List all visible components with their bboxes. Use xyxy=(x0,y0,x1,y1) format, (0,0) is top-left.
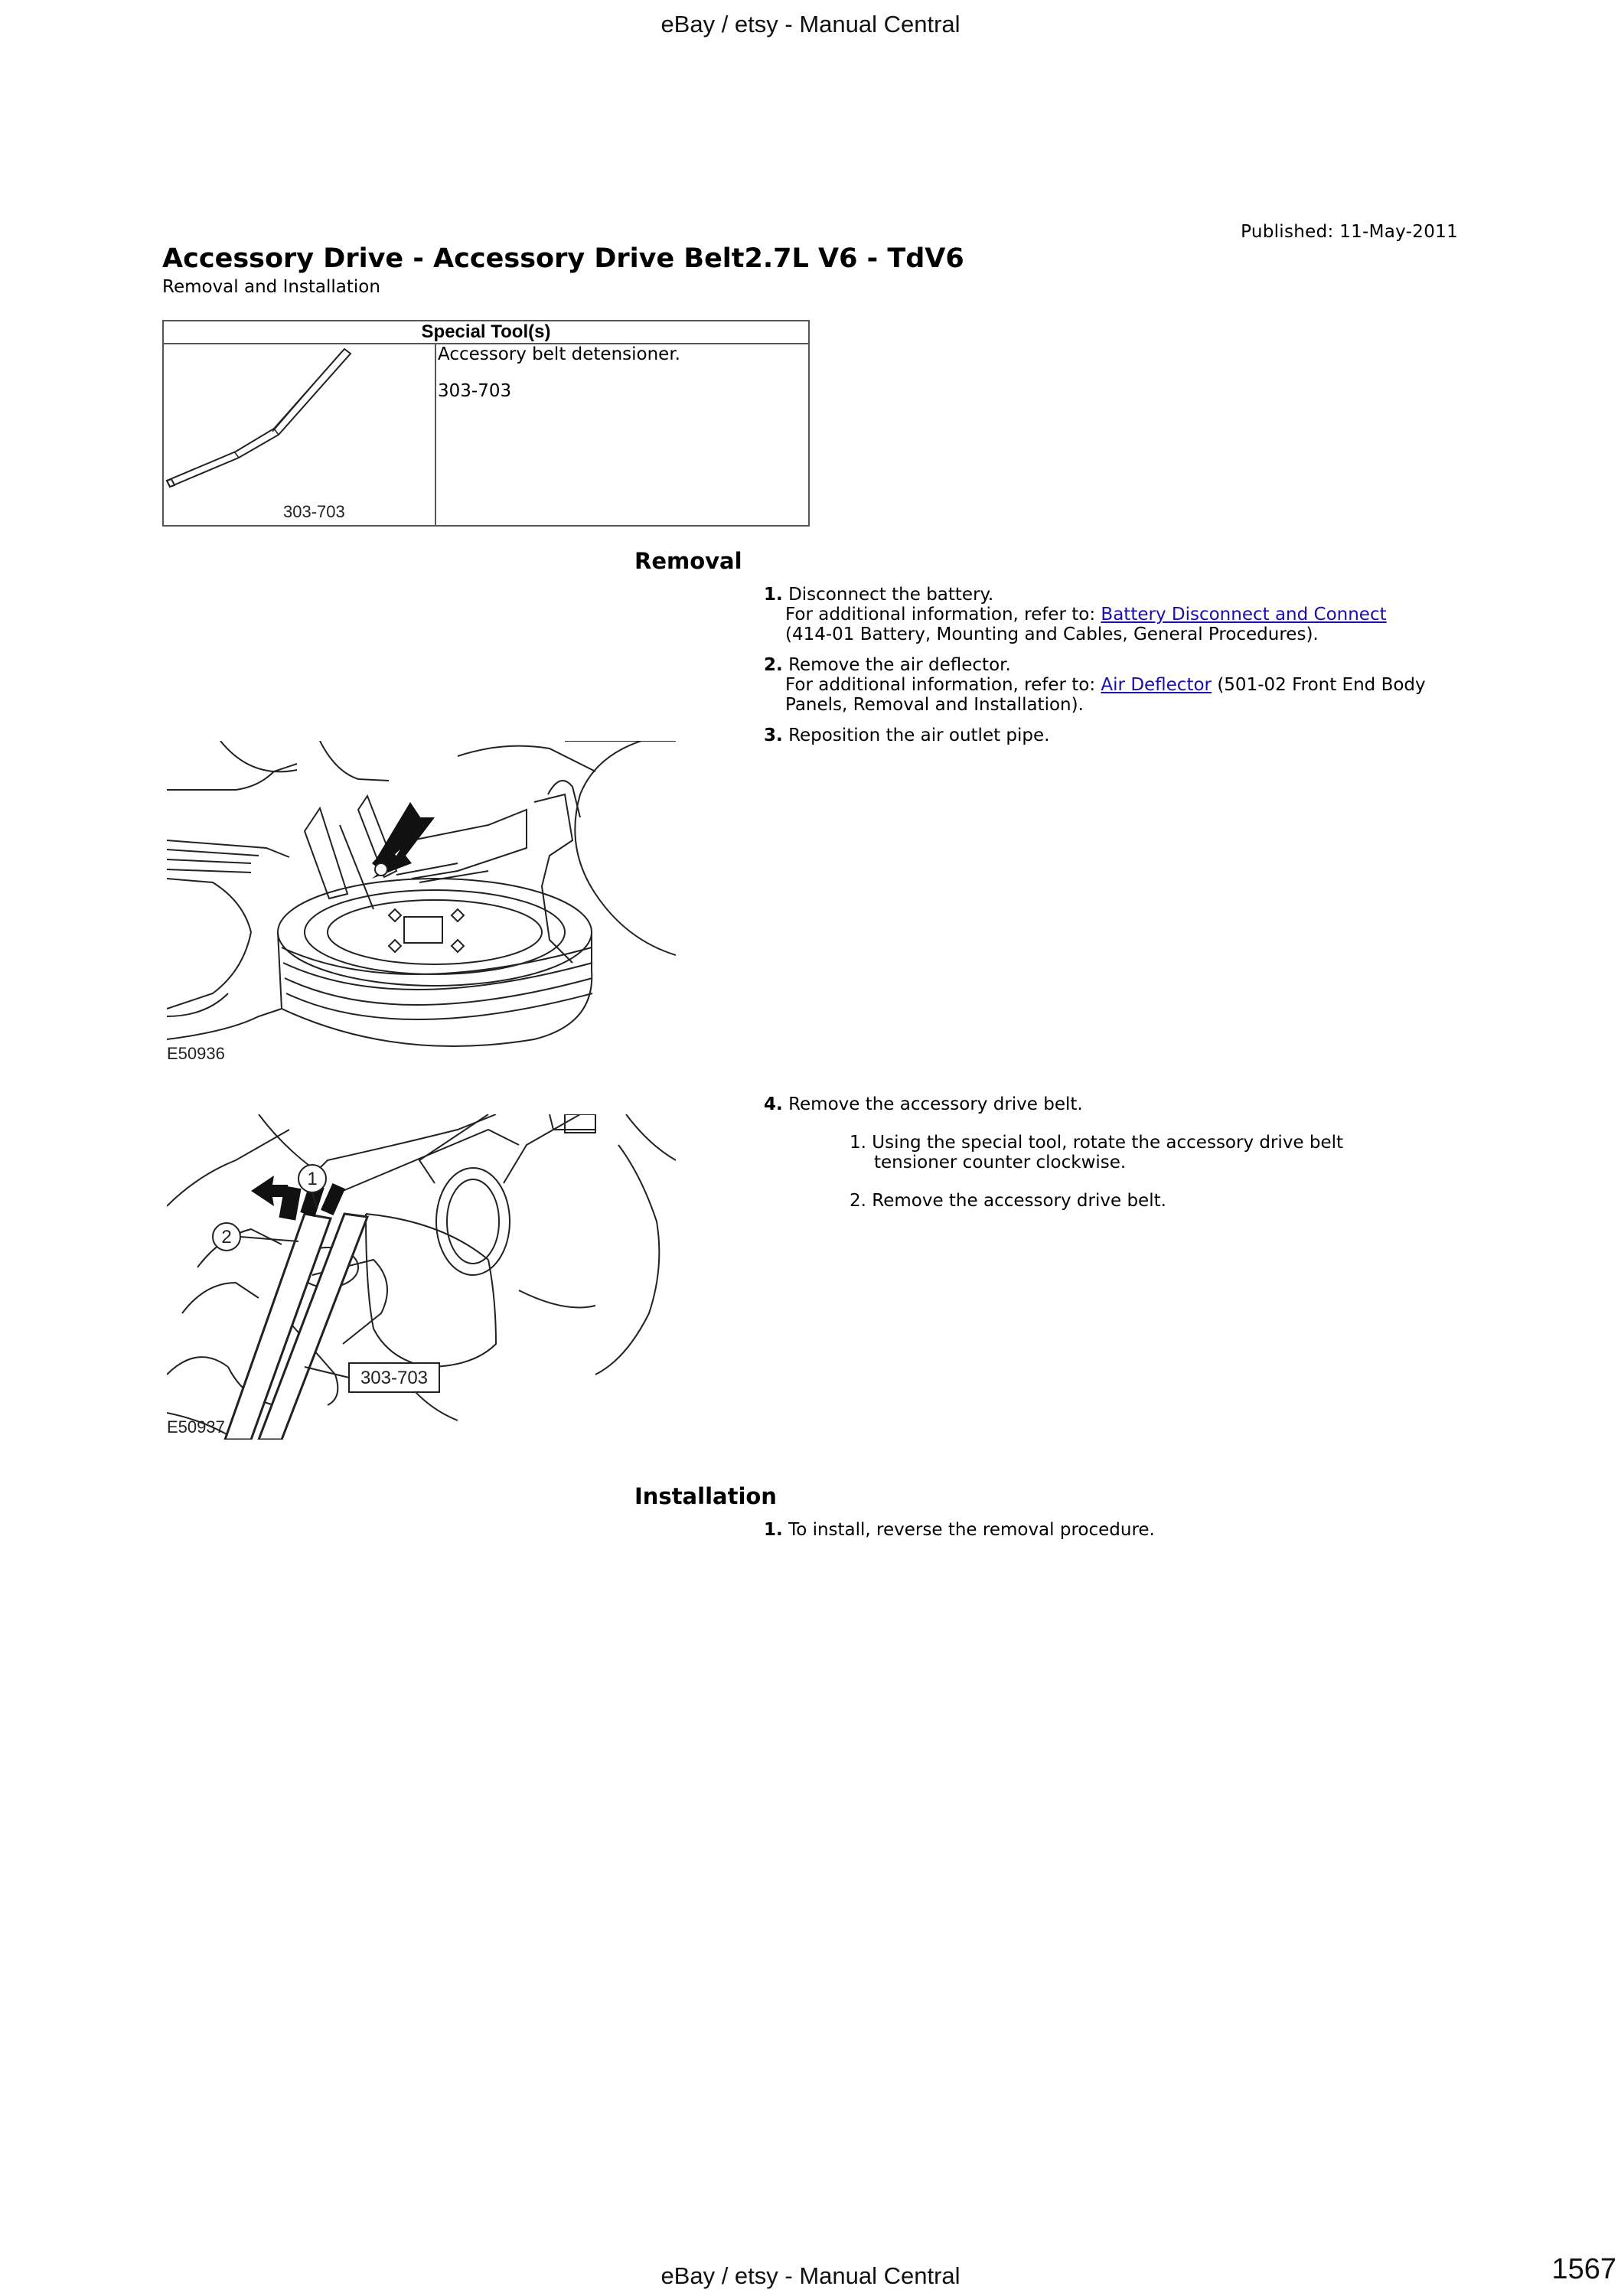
reference-suffix-continued: Panels, Removal and Installation). xyxy=(785,695,1084,715)
step-number: 3. xyxy=(764,726,783,745)
removal-heading: Removal xyxy=(634,548,742,574)
page-number: 1567 xyxy=(1551,2253,1616,2285)
special-tools-table xyxy=(162,320,810,527)
figure-label: E50937 xyxy=(167,1417,225,1437)
installation-heading: Installation xyxy=(634,1483,777,1509)
page-subtitle: Removal and Installation xyxy=(162,277,380,297)
figure-e50936 xyxy=(167,741,676,1066)
step-text: Disconnect the battery. xyxy=(788,585,994,605)
step-text: Reposition the air outlet pipe. xyxy=(788,726,1050,745)
air-outlet-pipe-illustration xyxy=(167,741,676,1066)
removal-step-2 xyxy=(764,655,1468,715)
step-number: 4. xyxy=(764,1094,783,1114)
step-text: To install, reverse the removal procedure. xyxy=(788,1520,1155,1540)
substep-text: Using the special tool, rotate the accessory drive belt xyxy=(872,1133,1344,1153)
step-text: Remove the air deflector. xyxy=(788,655,1011,675)
tool-description: Accessory belt detensioner. xyxy=(438,344,680,364)
substep-number: 1. xyxy=(850,1133,866,1153)
watermark-top: eBay / etsy - Manual Central xyxy=(660,11,961,38)
step-number: 1. xyxy=(764,1520,783,1540)
substep-text: Remove the accessory drive belt. xyxy=(872,1191,1166,1211)
page-title: Accessory Drive - Accessory Drive Belt2.7L V6 - TdV6 xyxy=(162,243,964,274)
tool-callout: 303-703 xyxy=(360,1368,429,1388)
reference-suffix: (414-01 Battery, Mounting and Cables, General Procedures). xyxy=(785,625,1319,644)
reference-prefix: For additional information, refer to: xyxy=(785,675,1101,695)
tool-image-cell xyxy=(164,344,436,525)
reference-suffix: (501-02 Front End Body xyxy=(1212,675,1426,695)
removal-step-4-substep-2 xyxy=(850,1191,1431,1211)
installation-step-1 xyxy=(764,1520,1468,1540)
callout-1: 1 xyxy=(307,1169,318,1189)
removal-step-4 xyxy=(764,1094,1468,1114)
published-date: Published: 11-May-2011 xyxy=(1241,222,1458,242)
special-tools-heading: Special Tool(s) xyxy=(164,321,808,344)
removal-step-1 xyxy=(764,585,1468,644)
substep-number: 2. xyxy=(850,1191,866,1211)
substep-text-continued: tensioner counter clockwise. xyxy=(874,1153,1127,1172)
figure-e50937 xyxy=(167,1114,676,1440)
removal-step-4-substep-1 xyxy=(850,1133,1431,1172)
callout-2: 2 xyxy=(221,1227,232,1247)
detensioner-tool-illustration xyxy=(164,344,435,525)
step-number: 1. xyxy=(764,585,783,605)
battery-disconnect-link[interactable]: Battery Disconnect and Connect xyxy=(1101,605,1387,625)
step-number: 2. xyxy=(764,655,783,675)
figure-label: E50936 xyxy=(167,1044,225,1063)
air-deflector-link[interactable]: Air Deflector xyxy=(1101,675,1212,695)
tool-number: 303-703 xyxy=(438,381,512,401)
belt-tensioner-illustration xyxy=(167,1114,676,1440)
reference-prefix: For additional information, refer to: xyxy=(785,605,1101,625)
tool-description-cell xyxy=(436,344,808,418)
tool-image-label: 303-703 xyxy=(283,502,345,521)
removal-step-3 xyxy=(764,726,1468,745)
watermark-bottom: eBay / etsy - Manual Central xyxy=(660,2262,961,2289)
step-text: Remove the accessory drive belt. xyxy=(788,1094,1083,1114)
